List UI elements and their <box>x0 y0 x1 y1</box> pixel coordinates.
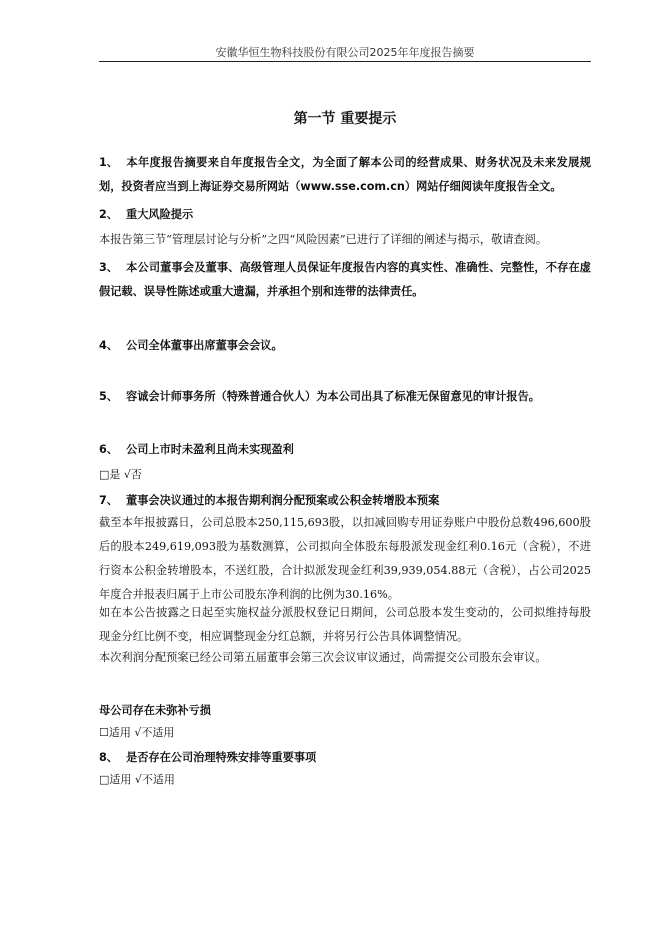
item-number: 8、 <box>99 751 118 764</box>
checkbox-line-parent-loss: ☐适用 √不适用 <box>99 726 175 739</box>
item-text: 公司全体董事出席董事会会议。 <box>126 339 283 352</box>
item-number: 3、 <box>99 261 118 274</box>
item-3 <box>99 256 591 304</box>
page-header: 安徽华恒生物科技股份有限公司2025年年度报告摘要 <box>215 46 475 59</box>
item-text: 董事会决议通过的本报告期利润分配预案或公积金转增股本预案 <box>126 494 440 507</box>
parent-loss-heading: 母公司存在未弥补亏损 <box>99 704 211 717</box>
checkbox-line-item-6: □是 √否 <box>99 468 142 481</box>
item-number: 4、 <box>99 339 118 352</box>
item-number: 2、 <box>99 208 118 221</box>
item-text: 是否存在公司治理特殊安排等重要事项 <box>126 751 317 764</box>
dividend-paragraph: 截至本年报披露日，公司总股本250,115,693股，以扣减回购专用证券账户中股份总数496,600股后的股本249,619,093股为基数测算，公司拟向全体股东每股派发现金红利0.16元（含税），不进行资本公积金转增股本，不送红股，合计拟派发现金红利39,939,054.88元（含税），占公司2025年度合并报表归属于上市公司股东净利润的比例为30.16%。 <box>99 516 591 601</box>
item-2 <box>99 203 591 227</box>
section-title: 第一节 重要提示 <box>293 111 397 127</box>
item-text: 公司上市时未盈利且尚未实现盈利 <box>126 443 294 456</box>
item-number: 7、 <box>99 494 118 507</box>
item-6 <box>99 438 591 462</box>
item-4 <box>99 334 591 358</box>
risk-paragraph: 本报告第三节“管理层讨论与分析”之四“风险因素”已进行了详细的阐述与揭示，敬请查阅。 <box>99 233 548 246</box>
header-divider <box>99 61 591 62</box>
item-1 <box>99 151 591 199</box>
adjustment-paragraph: 如在本公告披露之日起至实施权益分派股权登记日期间，公司总股本发生变动的，公司拟维持每股现金分红比例不变，相应调整现金分红总额，并将另行公告具体调整情况。 <box>99 606 591 643</box>
item-number: 1、 <box>99 156 118 169</box>
item-7 <box>99 489 591 513</box>
item-text: 容诚会计师事务所（特殊普通合伙人）为本公司出具了标准无保留意见的审计报告。 <box>126 390 540 403</box>
checkbox-line-item-8: □适用 √不适用 <box>99 773 175 786</box>
item-text: 本公司董事会及董事、高级管理人员保证年度报告内容的真实性、准确性、完整性，不存在虚假记载、误导性陈述或重大遗漏，并承担个别和连带的法律责任。 <box>99 261 591 298</box>
item-8 <box>99 746 591 770</box>
item-number: 6、 <box>99 443 118 456</box>
item-text: 重大风险提示 <box>126 208 194 221</box>
approval-paragraph: 本次利润分配预案已经公司第五届董事会第三次会议审议通过，尚需提交公司股东会审议。 <box>99 651 547 664</box>
item-text: 本年度报告摘要来自年度报告全文，为全面了解本公司的经营成果、财务状况及未来发展规划，投资者应当到上海证券交易所网站（www.sse.com.cn）网站仔细阅读年度报告全文。 <box>99 156 591 193</box>
item-5 <box>99 385 591 409</box>
item-number: 5、 <box>99 390 118 403</box>
